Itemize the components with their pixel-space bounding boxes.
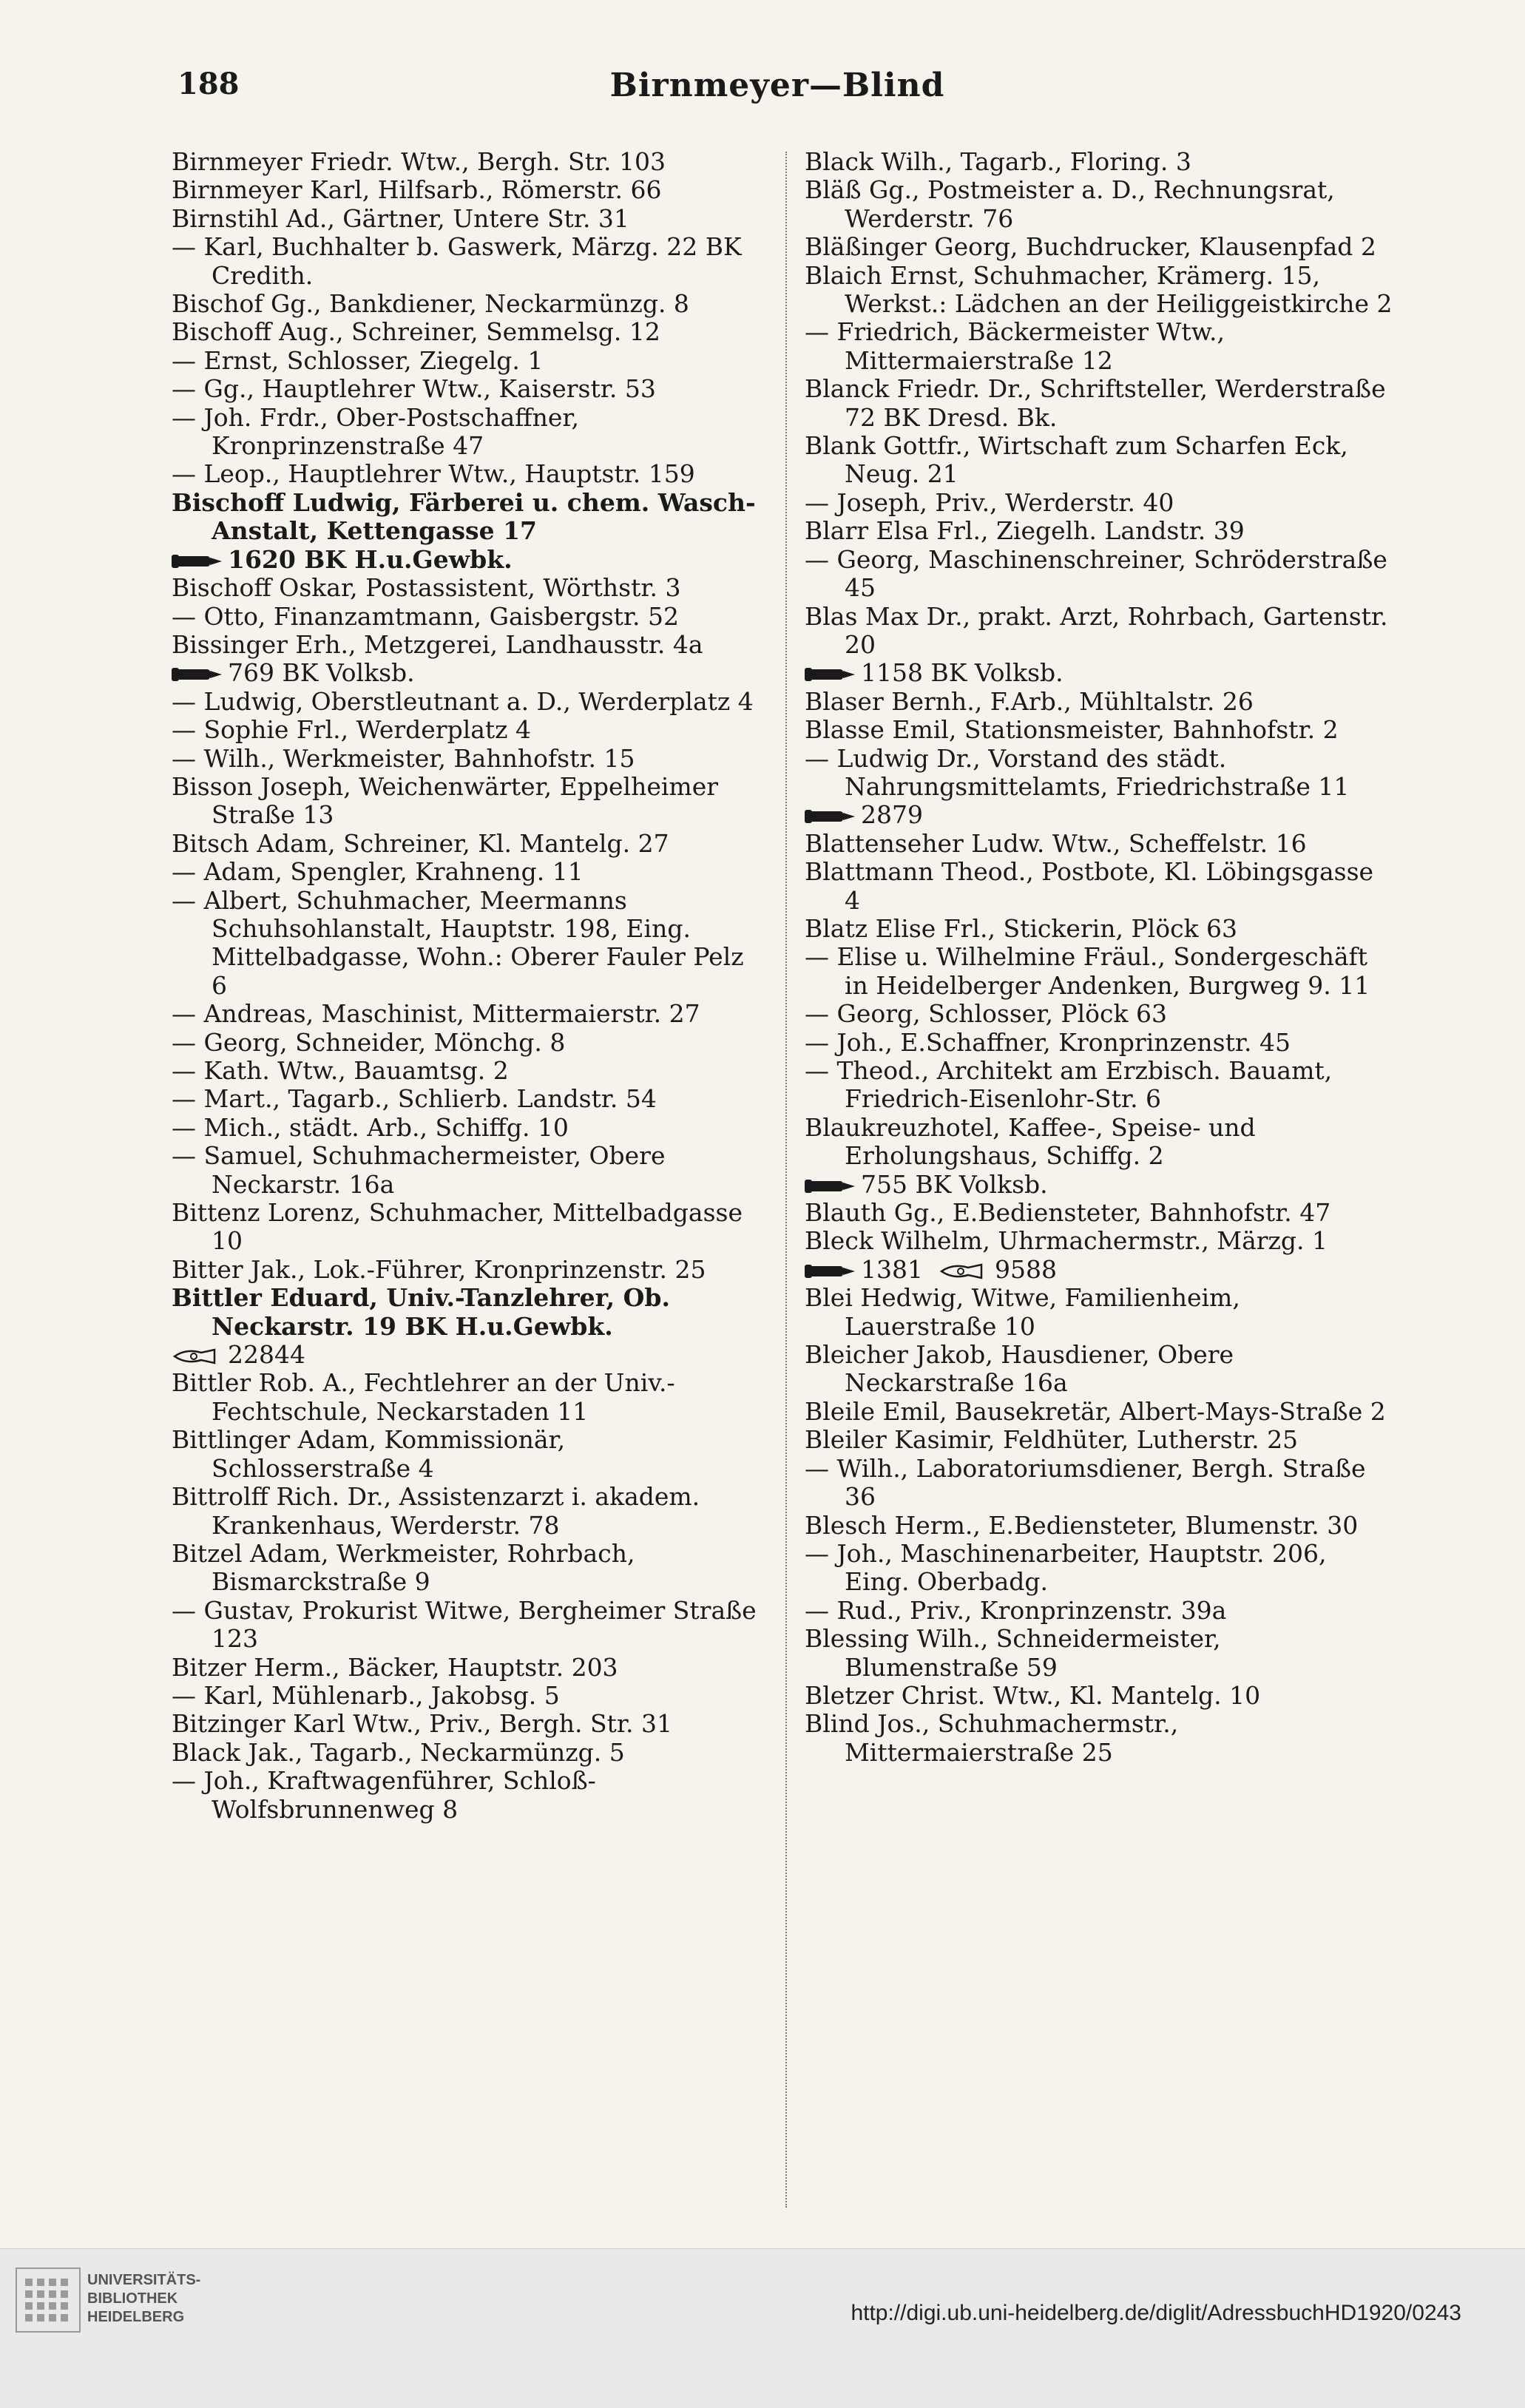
directory-entry: Blei Hedwig, Witwe, Familienheim, Lauerstraße 10 [805, 1283, 1248, 1341]
horn-icon [172, 1348, 223, 1364]
directory-entry: Blessing Wilh., Schneidermeister, Blumenstraße 59 [805, 1624, 1229, 1682]
directory-entry: Bischoff Oskar, Postassistent, Wörthstr. 3 [172, 573, 681, 603]
directory-entry: — Leop., Hauptlehrer Wtw., Hauptstr. 159 [172, 459, 695, 489]
directory-entry: Bischoff Aug., Schreiner, Semmelsg. 12 [172, 317, 660, 347]
directory-entry: — Karl, Mühlenarb., Jakobsg. 5 [172, 1680, 560, 1710]
directory-entry: — Samuel, Schuhmachermeister, Obere Neckarstr. 16a [172, 1141, 673, 1199]
directory-entry: Birnmeyer Karl, Hilfsarb., Römerstr. 66 [172, 175, 662, 205]
directory-entry: — Andreas, Maschinist, Mittermaierstr. 27 [172, 999, 700, 1029]
directory-entry: Bitzinger Karl Wtw., Priv., Bergh. Str. 31 [172, 1709, 672, 1739]
directory-entry: Blarr Elsa Frl., Ziegelh. Landstr. 39 [805, 516, 1245, 546]
directory-entry: — Kath. Wtw., Bauamtsg. 2 [172, 1056, 509, 1085]
directory-entry: Blas Max Dr., prakt. Arzt, Rohrbach, Gartenstr. 20 [805, 601, 1396, 659]
directory-entry: Blattmann Theod., Postbote, Kl. Löbingsgasse 4 [805, 857, 1382, 915]
directory-entry: Blauth Gg., E.Bediensteter, Bahnhofstr. 47 [805, 1198, 1331, 1228]
page-number: 188 [177, 67, 240, 101]
directory-entry: Bleile Emil, Bausekretär, Albert-Mays-Straße 2 [805, 1396, 1386, 1426]
directory-entry: — Theod., Architekt am Erzbisch. Bauamt, Friedrich-Eisenlohr-Str. 6 [805, 1056, 1340, 1114]
directory-entry: Black Wilh., Tagarb., Floring. 3 [805, 147, 1191, 176]
directory-entry: Blattenseher Ludw. Wtw., Scheffelstr. 16 [805, 828, 1307, 858]
directory-entry: Bissinger Erh., Metzgerei, Landhausstr. 4a [172, 629, 703, 659]
institution-name: UNIVERSITÄTS- BIBLIOTHEK HEIDELBERG [87, 2272, 201, 2325]
source-url-link[interactable]: http://digi.ub.uni-heidelberg.de/diglit/AdressbuchHD1920/0243 [851, 2301, 1461, 2325]
directory-entry: Blasse Emil, Stationsmeister, Bahnhofstr. 2 [805, 715, 1339, 745]
directory-entry-bold: Bittler Eduard, Univ.-Tanzlehrer, Ob. Neckarstr. 19 BK H.u.Gewbk. [172, 1283, 679, 1341]
running-head: Birnmeyer—Blind [609, 67, 945, 104]
right-column [805, 148, 1396, 1767]
directory-entry: — Mart., Tagarb., Schlierb. Landstr. 54 [172, 1084, 657, 1114]
directory-entry: Bitsch Adam, Schreiner, Kl. Mantelg. 27 [172, 828, 669, 858]
column-divider [785, 152, 787, 2208]
directory-entry: — Ludwig, Oberstleutnant a. D., Werderplatz 4 [172, 686, 754, 716]
directory-entry: Blaukreuzhotel, Kaffee-, Speise- und Erholungshaus, Schiffg. 2 [805, 1112, 1264, 1171]
telephone-icon [805, 1178, 856, 1194]
telephone-icon [805, 666, 856, 683]
directory-entry: Blesch Herm., E.Bediensteter, Blumenstr. 30 [805, 1510, 1359, 1540]
directory-entry: — Georg, Schneider, Mönchg. 8 [172, 1027, 566, 1057]
phone-line: 755 BK Volksb. [805, 1171, 1396, 1199]
telephone-icon [805, 808, 856, 825]
directory-entry: Bletzer Christ. Wtw., Kl. Mantelg. 10 [805, 1680, 1261, 1710]
directory-entry: — Joh., Maschinenarbeiter, Hauptstr. 206, Eing. Oberbadg. [805, 1538, 1335, 1597]
directory-entry: Bittrolff Rich. Dr., Assistenzarzt i. akadem. Krankenhaus, Werderstr. 78 [172, 1482, 708, 1540]
directory-entry: Bleck Wilhelm, Uhrmachermstr., Märzg. 1 [805, 1226, 1328, 1256]
directory-entry: — Gustav, Prokurist Witwe, Bergheimer Straße 123 [172, 1595, 765, 1654]
directory-entry: — Georg, Schlosser, Plöck 63 [805, 999, 1168, 1029]
directory-entry: Bitter Jak., Lok.-Führer, Kronprinzenstr. 25 [172, 1254, 706, 1284]
telephone-icon [172, 666, 223, 683]
directory-entry: Bittenz Lorenz, Schuhmacher, Mittelbadgasse 10 [172, 1198, 751, 1256]
directory-entry: — Albert, Schuhmacher, Meermanns Schuhsohlanstalt, Hauptstr. 198, Eing. Mittelbadgasse, Wohn.: Oberer Fauler Pelz 6 [172, 885, 752, 1000]
directory-entry: — Sophie Frl., Werderplatz 4 [172, 715, 532, 745]
directory-entry: Bläß Gg., Postmeister a. D., Rechnungsrat, Werderstr. 76 [805, 175, 1343, 233]
directory-entry: Bleicher Jakob, Hausdiener, Obere Neckarstraße 16a [805, 1340, 1242, 1398]
viewer-footer [0, 2248, 1525, 2408]
directory-entry: Bittler Rob. A., Fechtlehrer an der Univ.-Fechtschule, Neckarstaden 11 [172, 1368, 675, 1426]
directory-entry: — Georg, Maschinenschreiner, Schröderstraße 45 [805, 544, 1396, 603]
directory-entry: Bitzel Adam, Werkmeister, Rohrbach, Bismarckstraße 9 [172, 1538, 643, 1597]
phone-line: 2879 [805, 801, 1396, 829]
phone-line: 1158 BK Volksb. [805, 659, 1396, 687]
directory-entry: — Wilh., Werkmeister, Bahnhofstr. 15 [172, 743, 635, 773]
directory-entry: — Friedrich, Bäckermeister Wtw., Mittermaierstraße 12 [805, 317, 1233, 375]
directory-entry: — Mich., städt. Arb., Schiffg. 10 [172, 1112, 569, 1142]
directory-entry: — Ernst, Schlosser, Ziegelg. 1 [172, 345, 544, 375]
directory-entry: — Otto, Finanzamtmann, Gaisbergstr. 52 [172, 601, 680, 631]
directory-entry: Blank Gottfr., Wirtschaft zum Scharfen Eck, Neug. 21 [805, 431, 1356, 489]
directory-entry: Bitzer Herm., Bäcker, Hauptstr. 203 [172, 1652, 618, 1682]
directory-entry: Bittlinger Adam, Kommissionär, Schlosserstraße 4 [172, 1425, 573, 1483]
directory-entry: — Rud., Priv., Kronprinzenstr. 39a [805, 1595, 1227, 1625]
phone-line: 1620 BK H.u.Gewbk. [172, 546, 763, 574]
directory-entry: — Adam, Spengler, Krahneng. 11 [172, 857, 584, 887]
directory-entry: Blaich Ernst, Schuhmacher, Krämerg. 15, Werkst.: Lädchen an der Heiliggeistkirche 2 [805, 260, 1393, 319]
horn-icon [939, 1263, 990, 1279]
directory-entry: — Joh., E.Schaffner, Kronprinzenstr. 45 [805, 1027, 1291, 1057]
phone-line: 22844 [172, 1341, 763, 1369]
directory-entry: — Ludwig Dr., Vorstand des städt. Nahrungsmittelamts, Friedrichstraße 11 [805, 743, 1350, 801]
directory-entry: — Gg., Hauptlehrer Wtw., Kaiserstr. 53 [172, 374, 656, 404]
directory-entry: — Joseph, Priv., Werderstr. 40 [805, 487, 1174, 517]
directory-entry: Bleiler Kasimir, Feldhüter, Lutherstr. 25 [805, 1425, 1299, 1455]
phone-line: 1381 9588 [805, 1256, 1396, 1284]
directory-entry: Black Jak., Tagarb., Neckarmünzg. 5 [172, 1737, 625, 1767]
directory-entry: — Karl, Buchhalter b. Gaswerk, Märzg. 22 BK Credith. [172, 232, 750, 290]
directory-entry: — Elise u. Wilhelmine Fräul., Sondergeschäft in Heidelberger Andenken, Burgweg 9. 11 [805, 942, 1376, 1000]
directory-entry: Blaser Bernh., F.Arb., Mühltalstr. 26 [805, 686, 1254, 716]
directory-entry: — Joh., Kraftwagenführer, Schloß-Wolfsbrunnenweg 8 [172, 1766, 596, 1824]
directory-entry: Bläßinger Georg, Buchdrucker, Klausenpfad 2 [805, 232, 1376, 262]
directory-entry: Birnstihl Ad., Gärtner, Untere Str. 31 [172, 203, 629, 233]
directory-entry: Bischof Gg., Bankdiener, Neckarmünzg. 8 [172, 289, 689, 319]
telephone-icon [805, 1263, 856, 1279]
left-column [172, 148, 763, 1824]
directory-entry: Bisson Joseph, Weichenwärter, Eppelheimer Straße 13 [172, 771, 726, 830]
directory-entry: Birnmeyer Friedr. Wtw., Bergh. Str. 103 [172, 147, 666, 176]
telephone-icon [172, 553, 223, 569]
directory-entry: — Wilh., Laboratoriumsdiener, Bergh. Straße 36 [805, 1453, 1374, 1512]
directory-entry: — Joh. Frdr., Ober-Postschaffner, Kronprinzenstraße 47 [172, 402, 587, 461]
phone-line: 769 BK Volksb. [172, 659, 763, 687]
directory-entry: Blanck Friedr. Dr., Schriftsteller, Werderstraße 72 BK Dresd. Bk. [805, 374, 1394, 432]
directory-entry: Blind Jos., Schuhmachermstr., Mittermaierstraße 25 [805, 1709, 1186, 1767]
directory-entry: Blatz Elise Frl., Stickerin, Plöck 63 [805, 913, 1238, 943]
directory-entry-bold: Bischoff Ludwig, Färberei u. chem. Wasch-Anstalt, Kettengasse 17 [172, 487, 756, 546]
university-library-logo-icon [15, 2267, 81, 2333]
